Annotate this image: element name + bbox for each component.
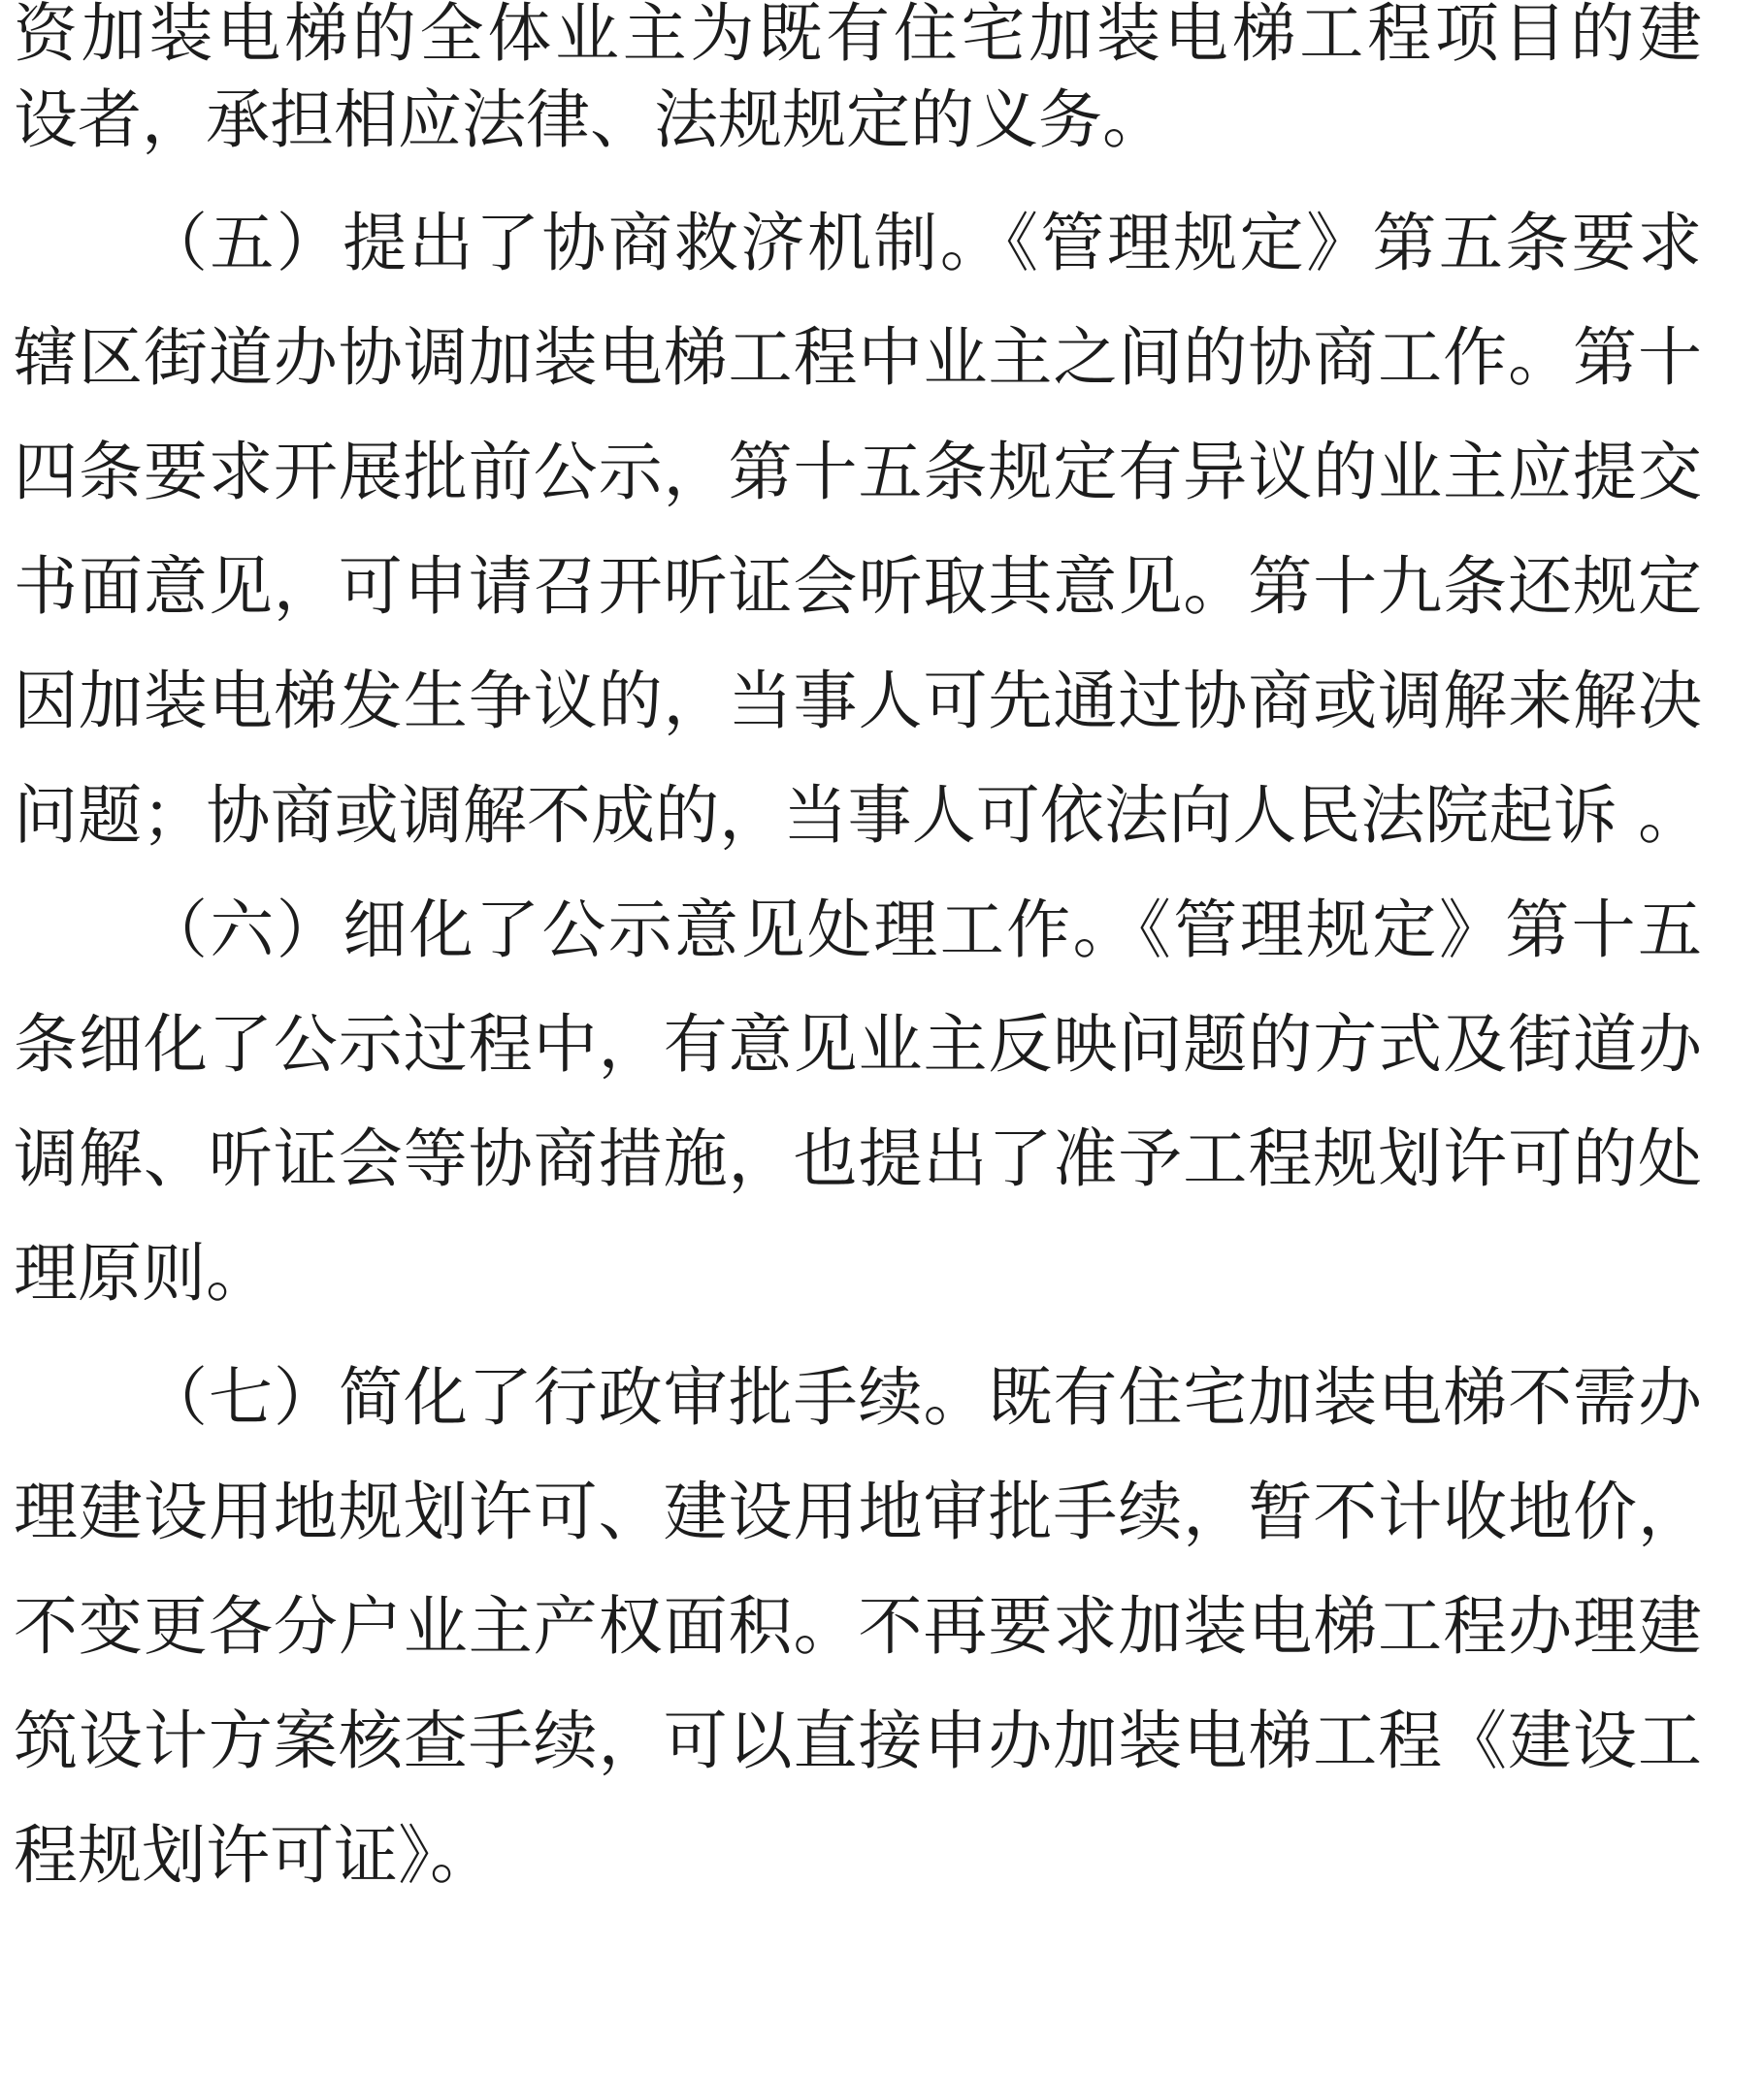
- text-line: 因加装电梯发生争议的，当事人可先通过协商或调解来解决: [14, 664, 1702, 738]
- text-line: 调解、听证会等协商措施，也提出了准予工程规划许可的处: [14, 1121, 1702, 1196]
- paragraph-heading-7: （七）简化了行政审批手续。既有住宅加装电梯不需办: [144, 1360, 1702, 1435]
- text-line: 问题；协商或调解不成的，当事人可依法向人民法院起诉 。: [14, 778, 1702, 853]
- text-line: 理建设用地规划许可、建设用地审批手续，暂不计收地价，: [14, 1475, 1702, 1549]
- text-line: 资加装电梯的全体业主为既有住宅加装电梯工程项目的建: [14, 0, 1702, 71]
- text-line: 书面意见，可申请召开听证会听取其意见。第十九条还规定: [14, 549, 1702, 624]
- paragraph-heading-5: （五）提出了协商救济机制。《管理规定》第五条要求: [144, 206, 1702, 280]
- text-line: 条细化了公示过程中，有意见业主反映问题的方式及街道办: [14, 1007, 1702, 1082]
- text-line: 不变更各分户业主产权面积。不再要求加装电梯工程办理建: [14, 1589, 1702, 1664]
- text-line: 四条要求开展批前公示，第十五条规定有异议的业主应提交: [14, 435, 1702, 509]
- text-line: 理原则。: [14, 1236, 270, 1311]
- text-line: 设者，承担相应法律、法规规定的义务。: [14, 82, 1166, 157]
- text-line: 筑设计方案核查手续，可以直接申办加装电梯工程《建设工: [14, 1704, 1702, 1778]
- text-line: 程规划许可证》。: [14, 1818, 494, 1893]
- text-line: 辖区街道办协调加装电梯工程中业主之间的协商工作。第十: [14, 320, 1702, 395]
- paragraph-heading-6: （六）细化了公示意见处理工作。《管理规定》第十五: [144, 893, 1702, 967]
